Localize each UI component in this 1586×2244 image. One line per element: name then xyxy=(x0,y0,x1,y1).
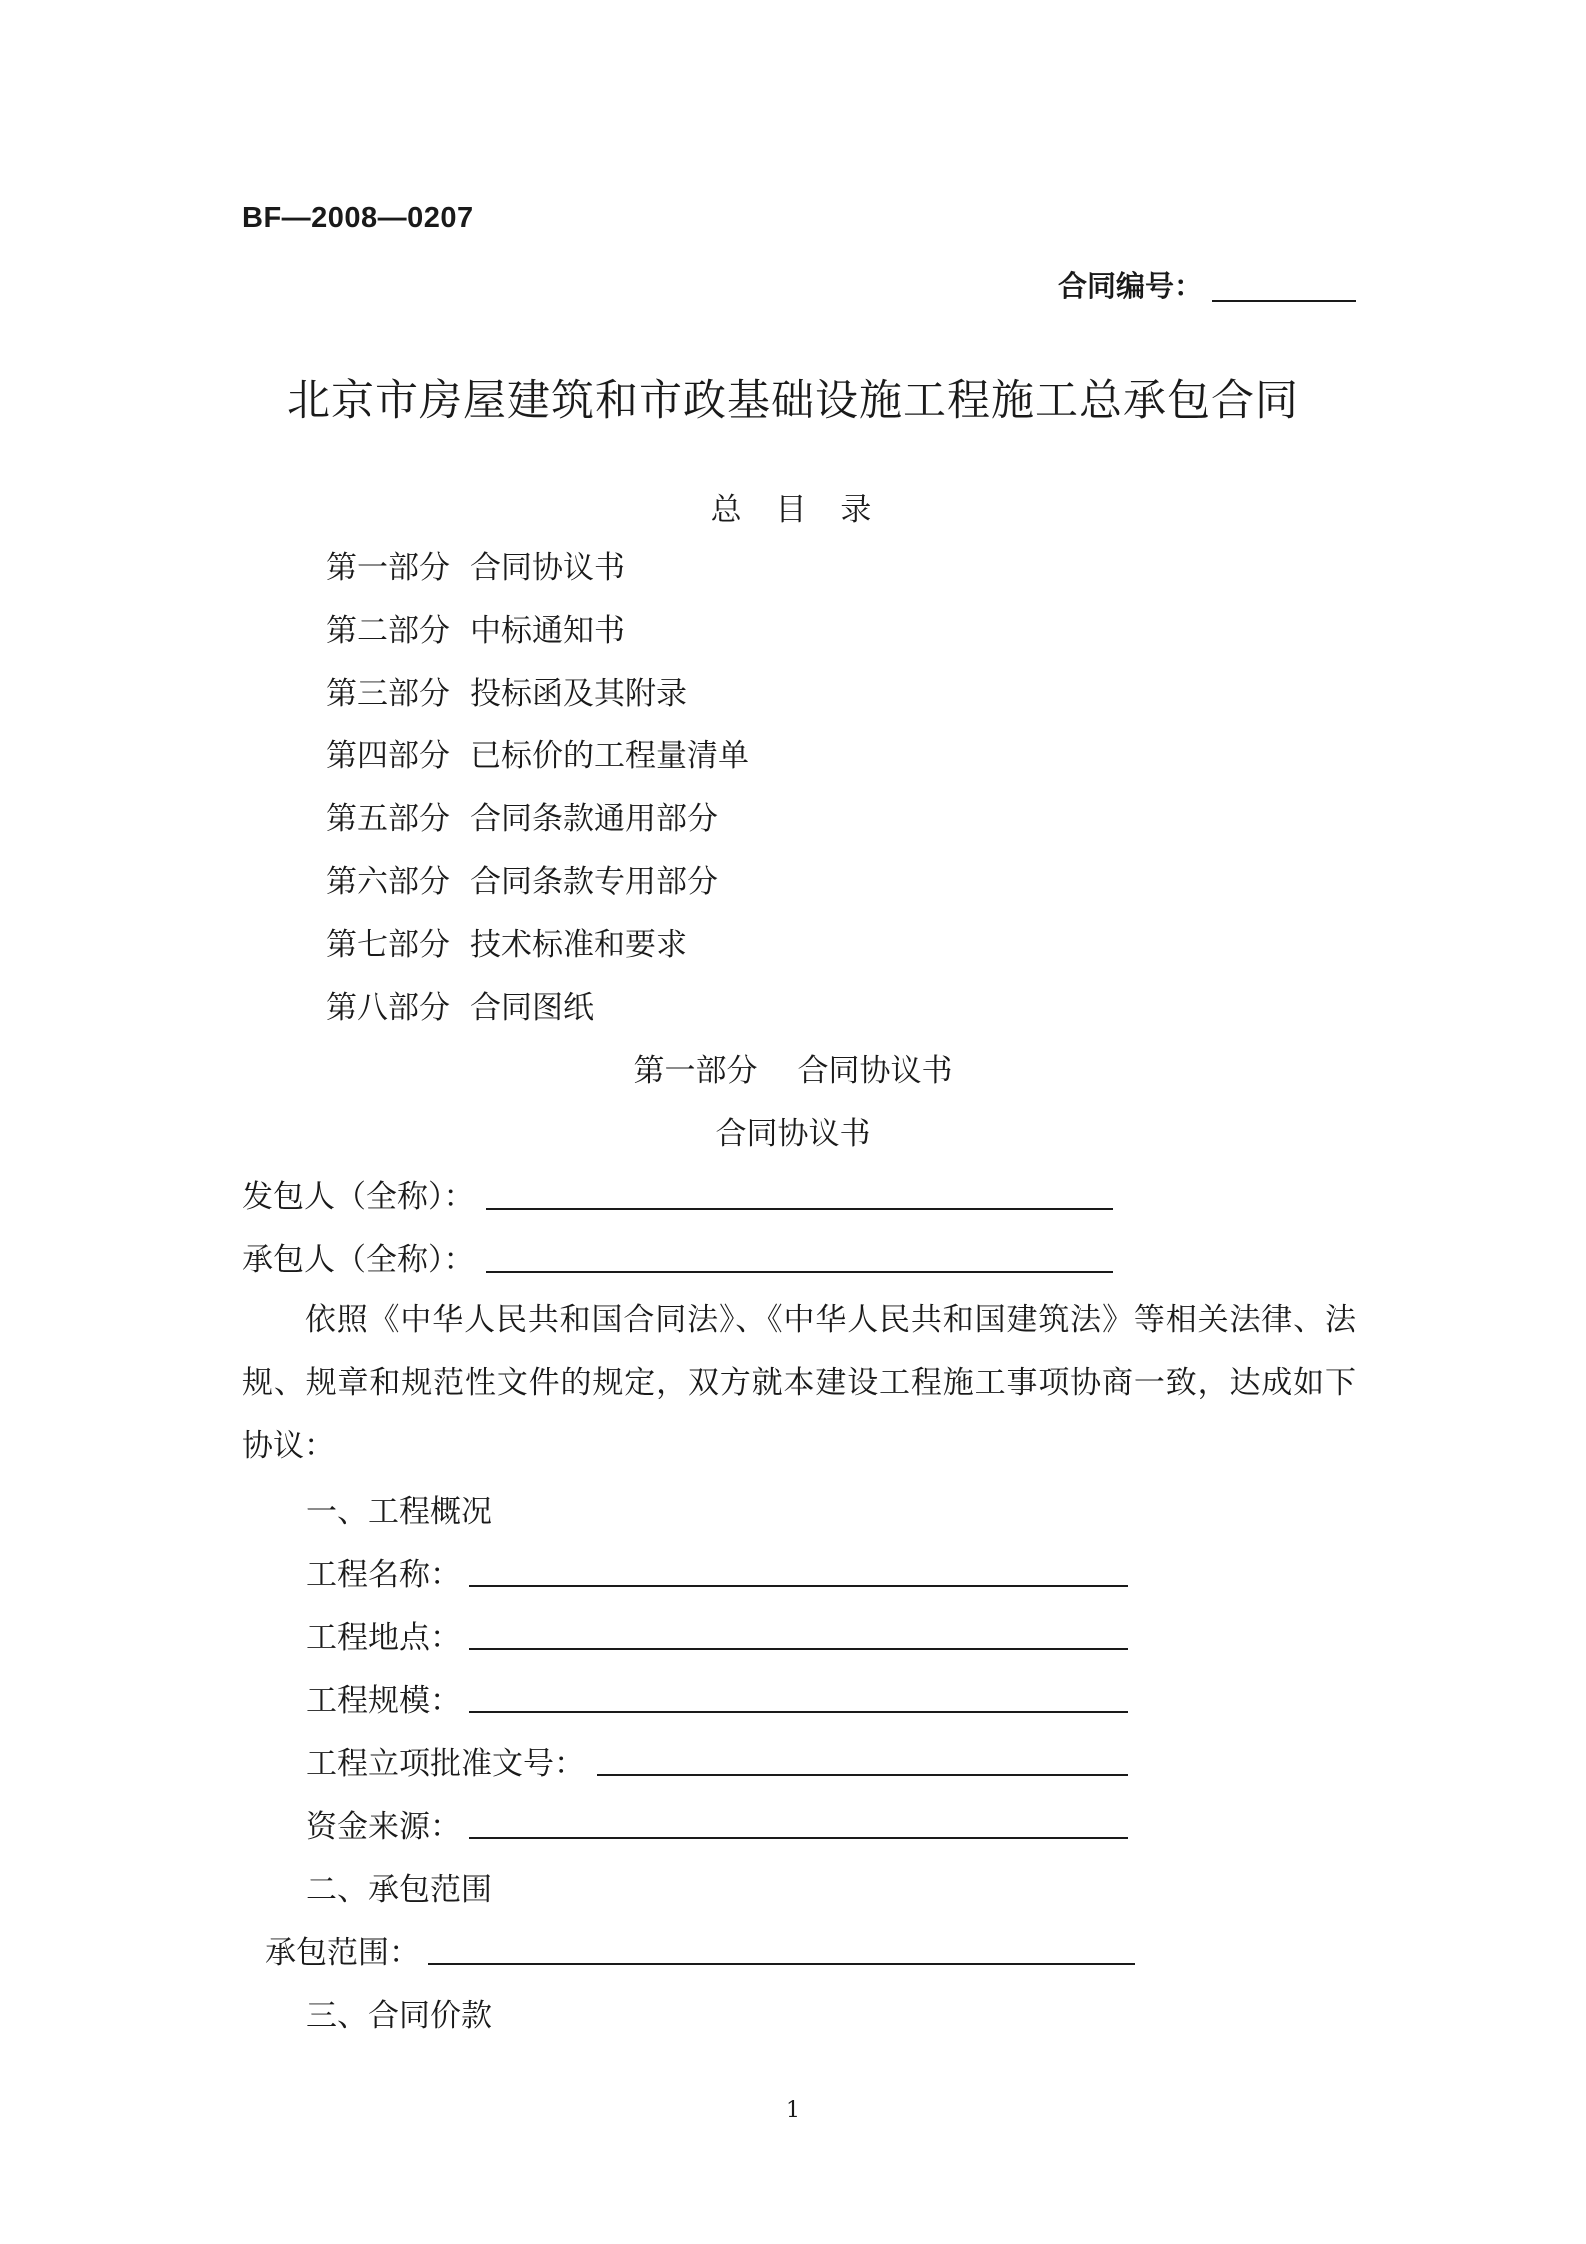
section-heading-scope: 二、承包范围 xyxy=(306,1872,492,1908)
contract-number-label: 合同编号： xyxy=(1058,269,1204,303)
toc-item xyxy=(326,856,718,901)
toc-item-part: 第七部分 xyxy=(326,927,450,963)
project-scale-label: 工程规模： xyxy=(306,1683,461,1719)
fund-source-field[interactable] xyxy=(469,1837,1128,1839)
intro-paragraph-text: 依照《中华人民共和国合同法》、《中华人民共和国建筑法》等相关法律、法规、规章和规范性文件的规定，双方就本建设工程施工事项协商一致，达成如下协议： xyxy=(242,1302,1356,1464)
project-name-label: 工程名称： xyxy=(306,1557,461,1593)
section-heading-price: 三、合同价款 xyxy=(306,1998,492,2034)
project-scale-field[interactable] xyxy=(469,1711,1128,1713)
approval-number-field[interactable] xyxy=(597,1774,1128,1776)
toc-item-name: 合同条款通用部分 xyxy=(470,801,718,837)
toc-item-name: 合同协议书 xyxy=(470,550,625,586)
toc-item-part: 第六部分 xyxy=(326,864,450,900)
toc-item-name: 已标价的工程量清单 xyxy=(470,738,749,774)
contractor-label: 承包人（全称）： xyxy=(242,1242,475,1278)
toc-item-name: 合同条款专用部分 xyxy=(470,864,718,900)
approval-number-label: 工程立项批准文号： xyxy=(306,1746,585,1782)
employer-label: 发包人（全称）： xyxy=(242,1179,475,1215)
section-heading-overview: 一、工程概况 xyxy=(306,1494,492,1530)
document-code: BF—2008—0207 xyxy=(242,202,474,234)
project-name-field[interactable] xyxy=(469,1585,1128,1587)
project-location-field[interactable] xyxy=(469,1648,1128,1650)
contractor-name-field[interactable] xyxy=(486,1271,1113,1273)
toc-item-part: 第八部分 xyxy=(326,990,450,1026)
agreement-subtitle: 合同协议书 xyxy=(715,1116,871,1152)
toc-item-part: 第一部分 xyxy=(326,550,450,586)
document-title: 北京市房屋建筑和市政基础设施工程施工总承包合同 xyxy=(287,376,1299,426)
toc-item xyxy=(326,605,625,650)
toc-item-part: 第二部分 xyxy=(326,613,450,649)
part-one-heading-part: 第一部分 xyxy=(633,1053,758,1089)
toc-item xyxy=(326,793,718,838)
intro-paragraph xyxy=(242,1289,1356,1478)
toc-item-name: 合同图纸 xyxy=(470,990,594,1026)
toc-title: 总 目 录 xyxy=(710,492,884,528)
part-one-heading-name: 合同协议书 xyxy=(797,1053,953,1089)
toc-item-part: 第三部分 xyxy=(326,676,450,712)
toc-item-name: 投标函及其附录 xyxy=(470,676,687,712)
toc-item xyxy=(326,542,625,587)
scope-label: 承包范围： xyxy=(265,1935,420,1971)
contract-number-blank[interactable] xyxy=(1212,300,1356,302)
fund-source-label: 资金来源： xyxy=(306,1809,461,1845)
employer-name-field[interactable] xyxy=(486,1208,1113,1210)
toc-item-part: 第五部分 xyxy=(326,801,450,837)
scope-field[interactable] xyxy=(428,1963,1135,1965)
toc-item xyxy=(326,982,594,1027)
page-number: 1 xyxy=(786,2098,800,2123)
toc-item xyxy=(326,730,749,775)
project-location-label: 工程地点： xyxy=(306,1620,461,1656)
toc-item-name: 技术标准和要求 xyxy=(470,927,687,963)
toc-item xyxy=(326,668,687,713)
toc-item-name: 中标通知书 xyxy=(470,613,625,649)
part-one-heading xyxy=(0,1045,1586,1090)
toc-item-part: 第四部分 xyxy=(326,738,450,774)
toc-item xyxy=(326,919,687,964)
